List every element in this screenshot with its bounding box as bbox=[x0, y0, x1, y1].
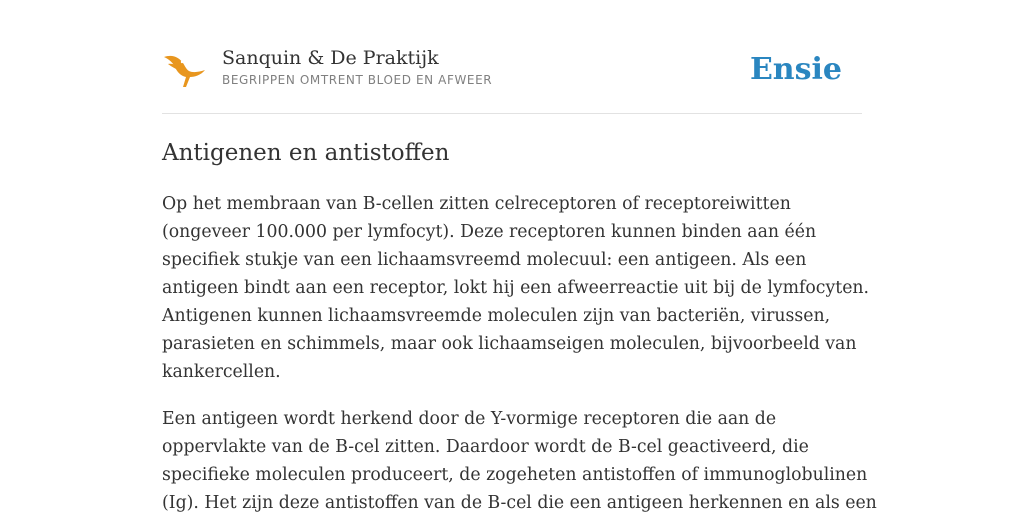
bird-logo-icon[interactable] bbox=[162, 51, 208, 91]
text-line: Antigenen kunnen lichaamsvreemde moleculen zijn van bacteriën, virussen, bbox=[162, 306, 831, 326]
text-line: antigeen bindt aan een receptor, lokt hij een afweerreactie uit bij de lymfocyten. bbox=[162, 278, 870, 298]
header bbox=[162, 40, 862, 114]
brand-tagline: BEGRIPPEN OMTRENT BLOED EN AFWEER bbox=[222, 73, 493, 87]
text-line: specifieke moleculen produceert, de zogeheten antistoffen of immunoglobulinen bbox=[162, 465, 868, 485]
ensie-logo-link[interactable]: Ensie bbox=[749, 52, 842, 87]
text-line: parasieten en schimmels, maar ook lichaamseigen moleculen, bijvoorbeeld van bbox=[162, 334, 857, 354]
text-line: (ongeveer 100.000 per lymfocyt). Deze receptoren kunnen binden aan één bbox=[162, 222, 817, 242]
text-line: (Ig). Het zijn deze antistoffen van de B-cel die een antigeen herkennen en als een bbox=[162, 493, 877, 512]
article-title: Antigenen en antistoffen bbox=[162, 140, 450, 166]
paragraph-2 bbox=[162, 405, 877, 512]
paragraph-1 bbox=[162, 190, 870, 386]
text-line: specifiek stukje van een lichaamsvreemd molecuul: een antigeen. Als een bbox=[162, 250, 807, 270]
text-line: Op het membraan van B-cellen zitten celreceptoren of receptoreiwitten bbox=[162, 194, 791, 214]
brand-name[interactable]: Sanquin & De Praktijk bbox=[222, 47, 439, 69]
text-line: kankercellen. bbox=[162, 362, 281, 382]
article-body bbox=[162, 190, 877, 512]
text-line: oppervlakte van de B-cel zitten. Daardoor wordt de B-cel geactiveerd, die bbox=[162, 437, 809, 457]
brand bbox=[222, 46, 492, 87]
page bbox=[162, 0, 877, 512]
text-line: Een antigeen wordt herkend door de Y-vormige receptoren die aan de bbox=[162, 409, 777, 429]
